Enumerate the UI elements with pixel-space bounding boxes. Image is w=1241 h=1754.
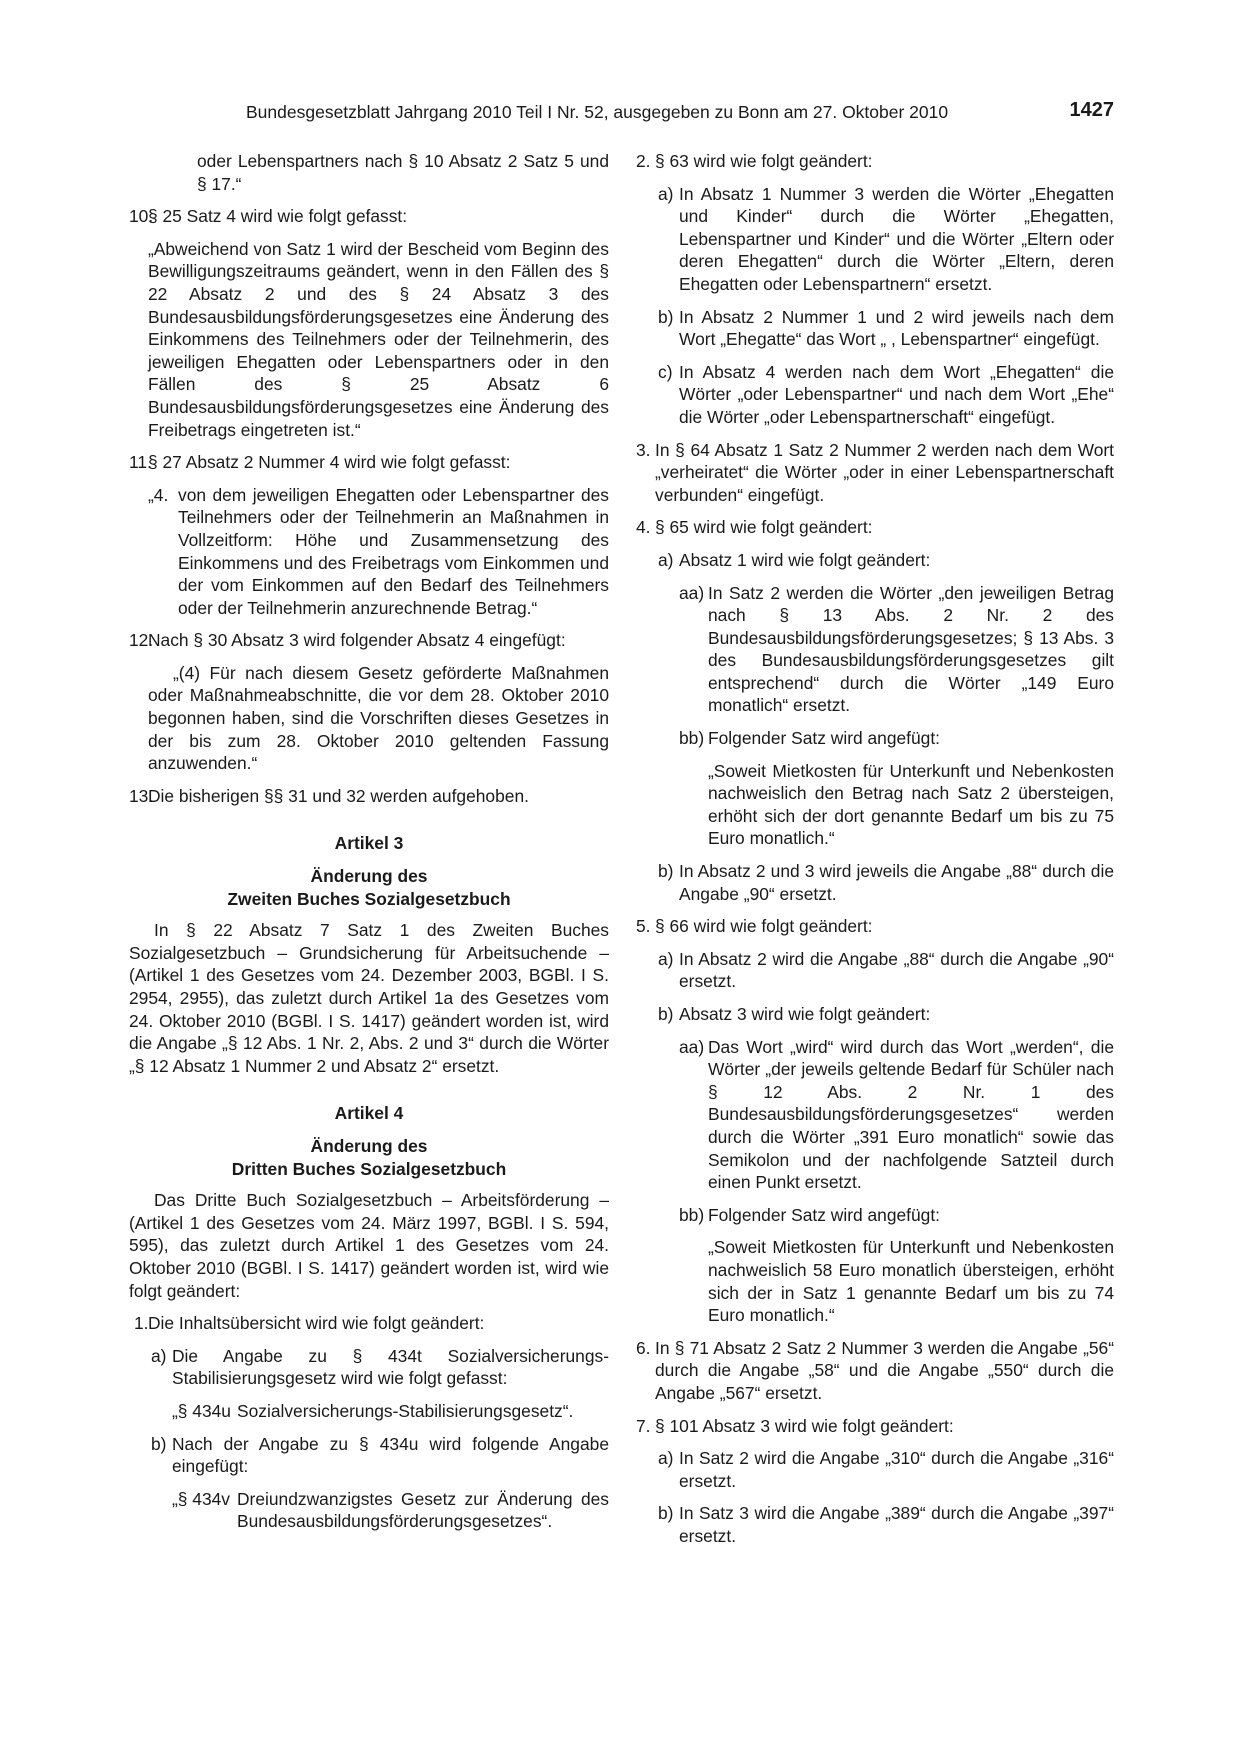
item-text: Folgender Satz wird angefügt:	[708, 728, 941, 749]
item-number: a)	[658, 183, 674, 204]
article-3-text: In § 22 Absatz 7 Satz 1 des Zweiten Buches Sozialgesetzbuch – Grundsicherung für Arbeitsuchende – (Artikel 1 des Gesetzes vom 24. Dezember 2003, BGBl. I S. 2954, 2955), das zuletzt durch Artikel 1a des Gesetzes vom 24. Oktober 2010 (BGBl. I S. 1417) geändert worden ist, wird die Angabe „§ 12 Abs. 1 Nr. 2, Abs. 2 und 3“ durch die Wörter „§ 12 Absatz 1 Nummer 2 und Absatz 2“ ersetzt.	[129, 920, 609, 1076]
list-item-6	[636, 1337, 1114, 1405]
item-text: Die Inhaltsübersicht wird wie folgt geändert:	[148, 1313, 485, 1334]
quote-1b	[129, 1488, 609, 1533]
list-item-10	[129, 205, 609, 228]
item-text: § 101 Absatz 3 wird wie folgt geändert:	[655, 1415, 954, 1436]
list-item-4b	[636, 860, 1114, 905]
item-text: § 25 Satz 4 wird wie folgt gefasst:	[148, 206, 408, 227]
item-text: In Satz 2 wird die Angabe „310“ durch die Angabe „316“ ersetzt.	[679, 1448, 1114, 1491]
list-item-5	[636, 915, 1114, 938]
list-item-5a	[636, 948, 1114, 993]
item-text: In Absatz 1 Nummer 3 werden die Wörter „Ehegatten und Kinder“ durch die Wörter „Ehegatten, Lebenspartner und Kinder“ und die Wörter „Eltern oder deren Ehegatten“ durch die Wörter „Eltern, deren Ehegatten oder Lebenspartnern“ ersetzt.	[679, 183, 1114, 294]
item-text: In Satz 3 wird die Angabe „389“ durch die Angabe „397“ ersetzt.	[679, 1503, 1114, 1546]
list-item-13	[129, 785, 609, 808]
list-item-7a	[636, 1447, 1114, 1492]
list-item-5b	[636, 1003, 1114, 1026]
item-number: aa)	[679, 582, 705, 603]
item-number: b)	[658, 1004, 674, 1024]
item-number: 7.	[636, 1415, 651, 1436]
item-number: b)	[658, 861, 674, 882]
item-text: In Absatz 4 werden nach dem Wort „Ehegatten“ die Wörter „oder Lebenspartner“ und nach dem Wort „Ehe“ die Wörter „oder Lebenspartnerschaft“ eingefügt.	[679, 361, 1114, 427]
article-4-heading: Artikel 4	[334, 1103, 404, 1124]
article-title-line: Änderung des	[310, 1135, 428, 1156]
item-number: 4.	[636, 517, 651, 538]
item-number: 11.	[129, 452, 152, 473]
item-number: 6.	[636, 1337, 651, 1358]
list-item-11	[129, 451, 609, 474]
item-text: Nach der Angabe zu § 434u wird folgende Angabe eingefügt:	[172, 1433, 609, 1477]
item-text: Die bisherigen §§ 31 und 32 werden aufgehoben.	[148, 785, 529, 806]
item-number: 5.	[636, 916, 651, 937]
list-item-5aa	[636, 1036, 1114, 1194]
item-number: a)	[658, 948, 674, 969]
quote-text: Dreiundzwanzigstes Gesetz zur Änderung des Bundesausbildungsförderungsgesetzes“.	[237, 1488, 609, 1532]
list-item-4aa	[636, 582, 1114, 718]
list-item-4	[636, 516, 1114, 539]
quote-12: „(4) Für nach diesem Gesetz geförderte Maßnahmen oder Maßnahmeabschnitte, die vor dem 28. Oktober 2010 begonnen haben, sind die Vorschriften dieses Gesetzes in der bis zum 28. Oktober 2010 geltenden Fassung anzuwenden.“	[148, 662, 609, 774]
item-number: aa)	[679, 1036, 705, 1057]
item-text: In § 64 Absatz 1 Satz 2 Nummer 2 werden nach dem Wort „verheiratet“ die Wörter „oder in einer Lebenspartnerschaft verbunden“ eingefügt.	[655, 439, 1114, 505]
item-number: 3.	[636, 439, 651, 460]
item-text: Absatz 1 wird wie folgt geändert:	[679, 549, 931, 570]
item-text: In Satz 2 werden die Wörter „den jeweiligen Betrag nach § 13 Abs. 2 Nr. 2 des Bundesausbildungsförderungsgesetzes; § 13 Abs. 3 des Bundesausbildungsförderungsgesetzes gilt entsprechend“ durch die Wörter „149 Euro monatlich“ ersetzt.	[708, 582, 1114, 716]
article-4-text: Das Dritte Buch Sozialgesetzbuch – Arbeitsförderung – (Artikel 1 des Gesetzes vom 24. März 1997, BGBl. I S. 594, 595), das zuletzt durch Artikel 1 des Gesetzes vom 24. Oktober 2010 (BGBl. I S. 1417) geändert worden ist, wird wie folgt geändert:	[129, 1190, 609, 1301]
quote-10: „Abweichend von Satz 1 wird der Bescheid vom Beginn des Bewilligungszeitraums geändert, wenn in den Fällen des § 22 Absatz 2 und des § 24 Absatz 3 des Bundesausbildungsförderungsgesetzes eine Änderung des Einkommens des Teilnehmers oder der Teilnehmerin, des jeweiligen Ehegatten oder Lebenspartners oder in den Fällen des § 25 Absatz 6 Bundesausbildungsförderungsgesetzes eine Änderung des Freibetrags eingetreten ist.“	[148, 238, 609, 440]
header-text: Bundesgesetzblatt Jahrgang 2010 Teil I Nr. 52, ausgegeben zu Bonn am 27. Oktober 2010	[246, 102, 949, 122]
item-text: Die Angabe zu § 434t Sozialversicherungs-Stabilisierungsgesetz wird wie folgt gefasst:	[172, 1345, 609, 1389]
item-number: 13.	[129, 785, 154, 806]
quote-4bb: „Soweit Mietkosten für Unterkunft und Nebenkosten nachweislich den Betrag nach Satz 2 übersteigen, erhöht sich der dort genannte Bedarf um bis zu 75 Euro monatlich.“	[708, 760, 1114, 849]
item-text: In Absatz 2 und 3 wird jeweils die Angabe „88“ durch die Angabe „90“ ersetzt.	[679, 861, 1114, 904]
item-text: § 63 wird wie folgt geändert:	[655, 151, 873, 171]
right-column	[636, 150, 1114, 1557]
item-number: bb)	[679, 1204, 705, 1225]
list-item-2	[636, 150, 1114, 173]
item-number: b)	[658, 1503, 674, 1524]
quote-text: Sozialversicherungs-Stabilisierungsgesetz“.	[237, 1400, 574, 1421]
item-text: § 66 wird wie folgt geändert:	[655, 916, 873, 937]
list-item-4a	[636, 549, 1114, 572]
item-number: 1.	[134, 1313, 149, 1334]
quote-5bb: „Soweit Mietkosten für Unterkunft und Nebenkosten nachweislich 58 Euro monatlich übersteigen, erhöht sich der in Satz 1 genannte Bedarf um bis zu 74 Euro monatlich.“	[708, 1237, 1114, 1326]
list-item-5bb	[636, 1204, 1114, 1227]
list-item-1	[129, 1312, 609, 1335]
item-number: b)	[658, 306, 674, 327]
list-item-2b	[636, 306, 1114, 351]
item-number: a)	[658, 549, 674, 570]
quote-1a	[129, 1400, 609, 1423]
list-item-1a	[129, 1345, 609, 1390]
article-4-title	[129, 1135, 609, 1180]
item-number: b)	[151, 1433, 167, 1454]
list-item-7b	[636, 1502, 1114, 1547]
article-title-line: Zweiten Buches Sozialgesetzbuch	[227, 888, 511, 909]
item-number: a)	[658, 1448, 674, 1469]
quote-text: von dem jeweiligen Ehegatten oder Lebenspartner des Teilnehmers oder der Teilnehmerin an Maßnahmen in Vollzeitform: Höhe und Zusammensetzung des Einkommens und des Freibetrags vom Einkommen und der vom Einkommen auf den Bedarf des Teilnehmers oder der Teilnehmerin anzurechnende Betrag.“	[178, 484, 609, 618]
article-3-heading: Artikel 3	[334, 833, 404, 854]
item-number: 12.	[129, 630, 154, 651]
item-number: c)	[658, 361, 673, 382]
item-text: In § 71 Absatz 2 Satz 2 Nummer 3 werden die Angabe „56“ durch die Angabe „58“ und die Angabe „550“ durch die Angabe „567“ ersetzt.	[655, 1337, 1114, 1403]
item-number: 10.	[129, 206, 154, 227]
article-title-line: Dritten Buches Sozialgesetzbuch	[231, 1158, 507, 1179]
item-text: Das Wort „wird“ wird durch das Wort „werden“, die Wörter „der jeweils geltende Bedarf für Schüler nach § 12 Abs. 2 Nr. 1 des Bundesausbildungsförderungsgesetzes“ werden durch die Wörter „391 Euro monatlich“ sowie das Semikolon und der nachfolgende Satzteil durch einen Punkt ersetzt.	[708, 1036, 1114, 1193]
quote-11	[129, 484, 609, 620]
list-item-12	[129, 629, 609, 652]
item-number: bb)	[679, 728, 705, 749]
list-item-2a	[636, 183, 1114, 296]
list-item-3	[636, 439, 1114, 507]
left-column	[129, 150, 609, 1543]
item-text: Nach § 30 Absatz 3 wird folgender Absatz 4 eingefügt:	[148, 630, 566, 651]
item-text: § 65 wird wie folgt geändert:	[655, 517, 873, 538]
quote-number: „§ 434v	[172, 1488, 231, 1509]
item-text: § 27 Absatz 2 Nummer 4 wird wie folgt gefasst:	[148, 452, 511, 473]
quote-number: „§ 434u	[172, 1400, 231, 1421]
continued-text: oder Lebenspartners nach § 10 Absatz 2 Satz 5 und § 17.“	[197, 151, 609, 194]
page-number: 1427	[1069, 99, 1114, 121]
item-text: In Absatz 2 wird die Angabe „88“ durch die Angabe „90“ ersetzt.	[679, 948, 1114, 992]
article-3-title	[129, 865, 609, 910]
list-item-7	[636, 1415, 1114, 1438]
item-number: 2.	[636, 151, 651, 171]
list-item-2c	[636, 361, 1114, 429]
item-number: a)	[151, 1345, 167, 1366]
list-item-1b	[129, 1433, 609, 1478]
article-title-line: Änderung des	[310, 866, 428, 887]
list-item-4bb	[636, 727, 1114, 750]
quote-number: „4.	[148, 484, 169, 505]
item-text: Absatz 3 wird wie folgt geändert:	[679, 1004, 931, 1024]
item-text: Folgender Satz wird angefügt:	[708, 1204, 941, 1225]
item-text: In Absatz 2 Nummer 1 und 2 wird jeweils nach dem Wort „Ehegatte“ das Wort „ , Lebenspartner“ eingefügt.	[679, 306, 1114, 350]
